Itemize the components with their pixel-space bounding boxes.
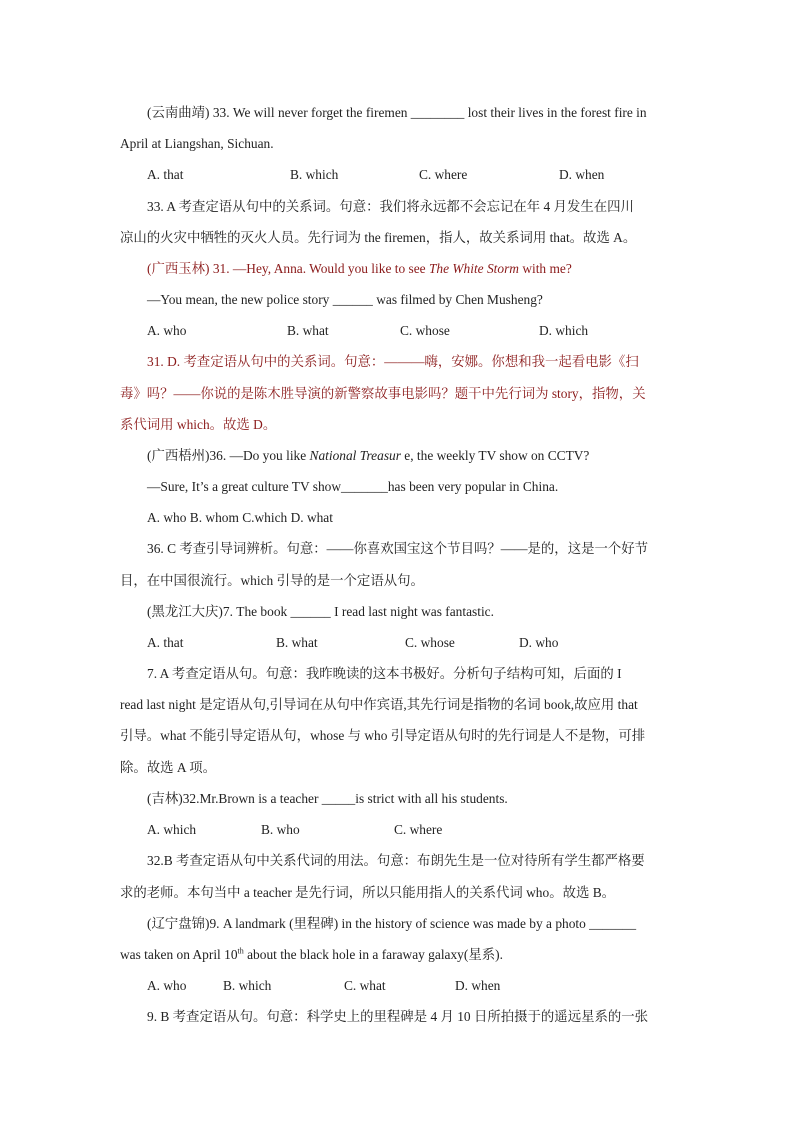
question-33-line2: April at Liangshan, Sichuan. (120, 136, 274, 151)
option-d: D. which (539, 323, 589, 338)
option-b: B. who (261, 822, 300, 837)
option-a: A. that (147, 635, 184, 650)
question-31-line1-pre: (广西玉林) 31. —Hey, Anna. Would you like to see (147, 261, 429, 276)
option-b: B. what (276, 635, 318, 650)
question-31-line1-post: with me? (518, 261, 572, 276)
movie-title: The White Storm (428, 261, 519, 276)
answer-31-line1: 31. D. 考查定语从句中的关系词。句意：———嗨，安娜。你想和我一起看电影《扫 (147, 354, 639, 369)
option-c: C. what (344, 978, 386, 993)
option-d: D. when (455, 978, 501, 993)
question-36-line1 (147, 447, 703, 465)
answer-7-line1: 7. A 考查定语从句。句意：我昨晚读的这本书极好。分析句子结构可知，后面的 I (147, 666, 622, 681)
option-b: B. which (223, 978, 272, 993)
question-7-line1: (黑龙江大庆)7. The book ______ I read last night was fantastic. (147, 604, 494, 619)
answer-7-line2: read last night 是定语从句,引导词在从句中作宾语,其先行词是指物的名词 book,故应用 that (120, 697, 638, 712)
answer-31-line2: 毒》吗？——你说的是陈木胜导演的新警察故事电影吗？题干中先行词为 story，指物，关 (120, 386, 646, 401)
show-title: National Treasur (309, 448, 401, 463)
option-b: B. what (287, 323, 329, 338)
answer-36-line1: 36. C 考查引导词辨析。句意：——你喜欢国宝这个节目吗？——是的，这是一个好节 (147, 541, 649, 556)
answer-9-line1: 9. B 考查定语从句。句意：科学史上的里程碑是 4 月 10 日所拍摄于的遥远星系的一张 (147, 1009, 649, 1024)
answer-31-line3: 系代词用 which。故选 D。 (120, 417, 277, 432)
answer-7-line3: 引导。what 不能引导定语从句，whose 与 who 引导定语从句时的先行词是人不是物，可排 (120, 728, 646, 743)
option-a: A. who (147, 323, 187, 338)
question-9-line2 (120, 946, 676, 964)
question-31-line2: —You mean, the new police story ______ was filmed by Chen Musheng? (147, 292, 543, 307)
option-c: C. whose (405, 635, 455, 650)
question-31-line1 (147, 260, 703, 278)
option-c: C. where (419, 167, 468, 182)
question-9-line1: (辽宁盘锦)9. A landmark (里程碑) in the history of science was made by a photo _______ (147, 916, 637, 931)
question-36-line1-post: e, the weekly TV show on CCTV? (400, 448, 590, 463)
question-36-options: A. who B. whom C.which D. what (147, 510, 333, 525)
answer-33-line2: 凉山的火灾中牺牲的灭火人员。先行词为 the firemen，指人，故关系词用 that。故选 A。 (120, 230, 637, 245)
answer-7-line4: 除。故选 A 项。 (120, 760, 216, 775)
answer-32-line2: 求的老师。本句当中 a teacher 是先行词，所以只能用指人的关系代词 who。故选 B。 (120, 885, 616, 900)
option-a: A. which (147, 822, 197, 837)
ordinal-suffix: th (237, 946, 244, 956)
question-9-line2-pre: was taken on April 10 (120, 947, 238, 962)
option-c: C. where (394, 822, 443, 837)
option-d: D. who (519, 635, 559, 650)
answer-33-line1: 33. A 考查定语从句中的关系词。句意：我们将永远都不会忘记在年 4 月发生在四川 (147, 199, 634, 214)
option-a: A. who (147, 978, 187, 993)
option-a: A. that (147, 167, 184, 182)
answer-32-line1: 32.B 考查定语从句中关系代词的用法。句意：布朗先生是一位对待所有学生都严格要 (147, 853, 645, 868)
option-c: C. whose (400, 323, 450, 338)
option-b: B. which (290, 167, 339, 182)
question-33-line1: (云南曲靖) 33. We will never forget the firemen ________ lost their lives in the forest fire in (147, 105, 647, 120)
question-36-line2: —Sure, It’s a great culture TV show_______has been very popular in China. (147, 479, 559, 494)
question-32-line1: (吉林)32.Mr.Brown is a teacher _____is strict with all his students. (147, 791, 508, 806)
answer-36-line2: 目，在中国很流行。which 引导的是一个定语从句。 (120, 573, 424, 588)
option-d: D. when (559, 167, 605, 182)
question-36-line1-pre: (广西梧州)36. —Do you like (147, 448, 310, 463)
question-9-line2-post: about the black hole in a faraway galaxy(星系). (243, 947, 503, 962)
